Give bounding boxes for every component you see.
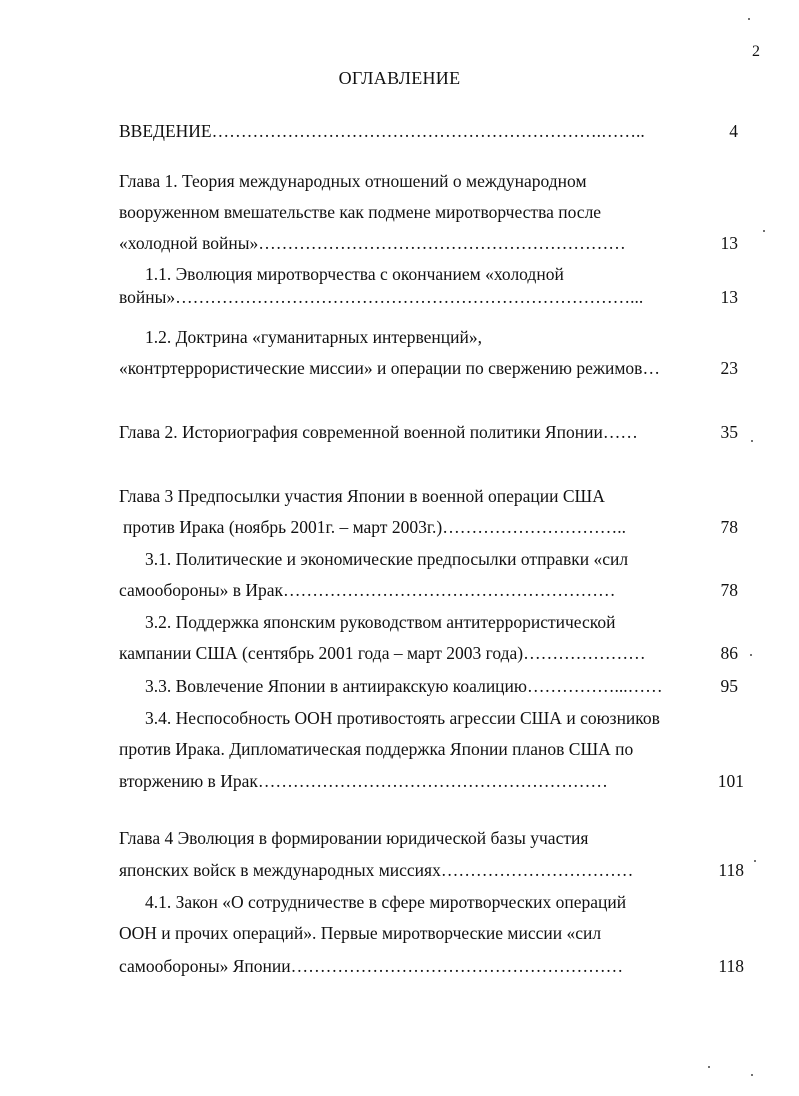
toc-line-section3-4-a: 3.4. Неспособность ООН противостоять агрессии США и союзников xyxy=(145,708,660,728)
toc-page-chapter1: 13 xyxy=(720,233,738,253)
scan-speck xyxy=(751,440,753,442)
toc-page-section3-1: 78 xyxy=(720,580,738,600)
toc-page-section1-1: 13 xyxy=(720,287,738,307)
toc-page-chapter2: 35 xyxy=(720,422,738,442)
toc-page-section3-4: 101 xyxy=(717,771,744,791)
toc-line-section3-3: 3.3. Вовлечение Японии в антииракскую коалицию……………...…… xyxy=(145,676,663,696)
page-number: 2 xyxy=(752,43,760,60)
toc-page-section3-2: 86 xyxy=(720,643,738,663)
toc-line-section1-1-a: 1.1. Эволюция миротворчества с окончанием «холодной xyxy=(145,264,564,284)
toc-page-introduction: 4 xyxy=(729,121,738,141)
scan-speck xyxy=(708,1066,710,1068)
scan-speck xyxy=(748,18,750,20)
toc-line-section4-1-b: ООН и прочих операций». Первые миротворческие миссии «сил xyxy=(119,923,602,943)
toc-line-section3-2-a: 3.2. Поддержка японским руководством антитеррористической xyxy=(145,612,616,632)
toc-line-section1-2-b: «контртеррористические миссии» и операции по свержению режимов… xyxy=(119,358,660,378)
toc-line-section4-1-c: самообороны» Японии………………………………………………… xyxy=(119,956,624,976)
toc-line-introduction: ВВЕДЕНИЕ………………………………………………………….…….. xyxy=(119,121,645,141)
toc-line-section3-1-a: 3.1. Политические и экономические предпосылки отправки «сил xyxy=(145,549,629,569)
toc-line-section3-1-b: самообороны» в Ирак………………………………………………… xyxy=(119,580,616,600)
scan-speck xyxy=(763,230,765,232)
toc-line-section1-2-a: 1.2. Доктрина «гуманитарных интервенций», xyxy=(145,327,483,347)
toc-line-chapter3-a: Глава 3 Предпосылки участия Японии в военной операции США xyxy=(119,486,605,506)
toc-line-chapter1-b: вооруженном вмешательстве как подмене миротворчества после xyxy=(119,202,602,222)
toc-page-chapter3: 78 xyxy=(720,517,738,537)
toc-page-section3-3: 95 xyxy=(720,676,738,696)
toc-line-section3-4-c: вторжению в Ирак…………………………………………………… xyxy=(119,771,608,791)
page-title: ОГЛАВЛЕНИЕ xyxy=(338,68,461,88)
toc-line-chapter1-c: «холодной войны»……………………………………………………… xyxy=(119,233,626,253)
toc-line-chapter4-b: японских войск в международных миссиях…………………………… xyxy=(119,860,634,880)
toc-line-chapter2: Глава 2. Историография современной военной политики Японии…… xyxy=(119,422,638,442)
toc-line-section1-1-b: войны»……………………………………………………………………... xyxy=(119,287,644,307)
toc-line-section3-4-b: против Ирака. Дипломатическая поддержка Японии планов США по xyxy=(119,739,634,759)
toc-page-chapter4: 118 xyxy=(718,860,744,880)
toc-page-section4-1: 118 xyxy=(718,956,744,976)
toc-line-chapter3-b: против Ирака (ноябрь 2001г. – март 2003г.)………………………….. xyxy=(123,517,626,537)
scan-speck xyxy=(750,654,752,656)
toc-line-section3-2-b: кампании США (сентябрь 2001 года – март 2003 года)………………… xyxy=(119,643,646,663)
scan-speck xyxy=(754,860,756,862)
scan-speck xyxy=(751,1074,753,1076)
toc-page-section1-2: 23 xyxy=(720,358,738,378)
toc-line-chapter1-a: Глава 1. Теория международных отношений о международном xyxy=(119,171,587,191)
toc-line-section4-1-a: 4.1. Закон «О сотрудничестве в сфере миротворческих операций xyxy=(145,892,627,912)
toc-line-chapter4-a: Глава 4 Эволюция в формировании юридической базы участия xyxy=(119,828,589,848)
